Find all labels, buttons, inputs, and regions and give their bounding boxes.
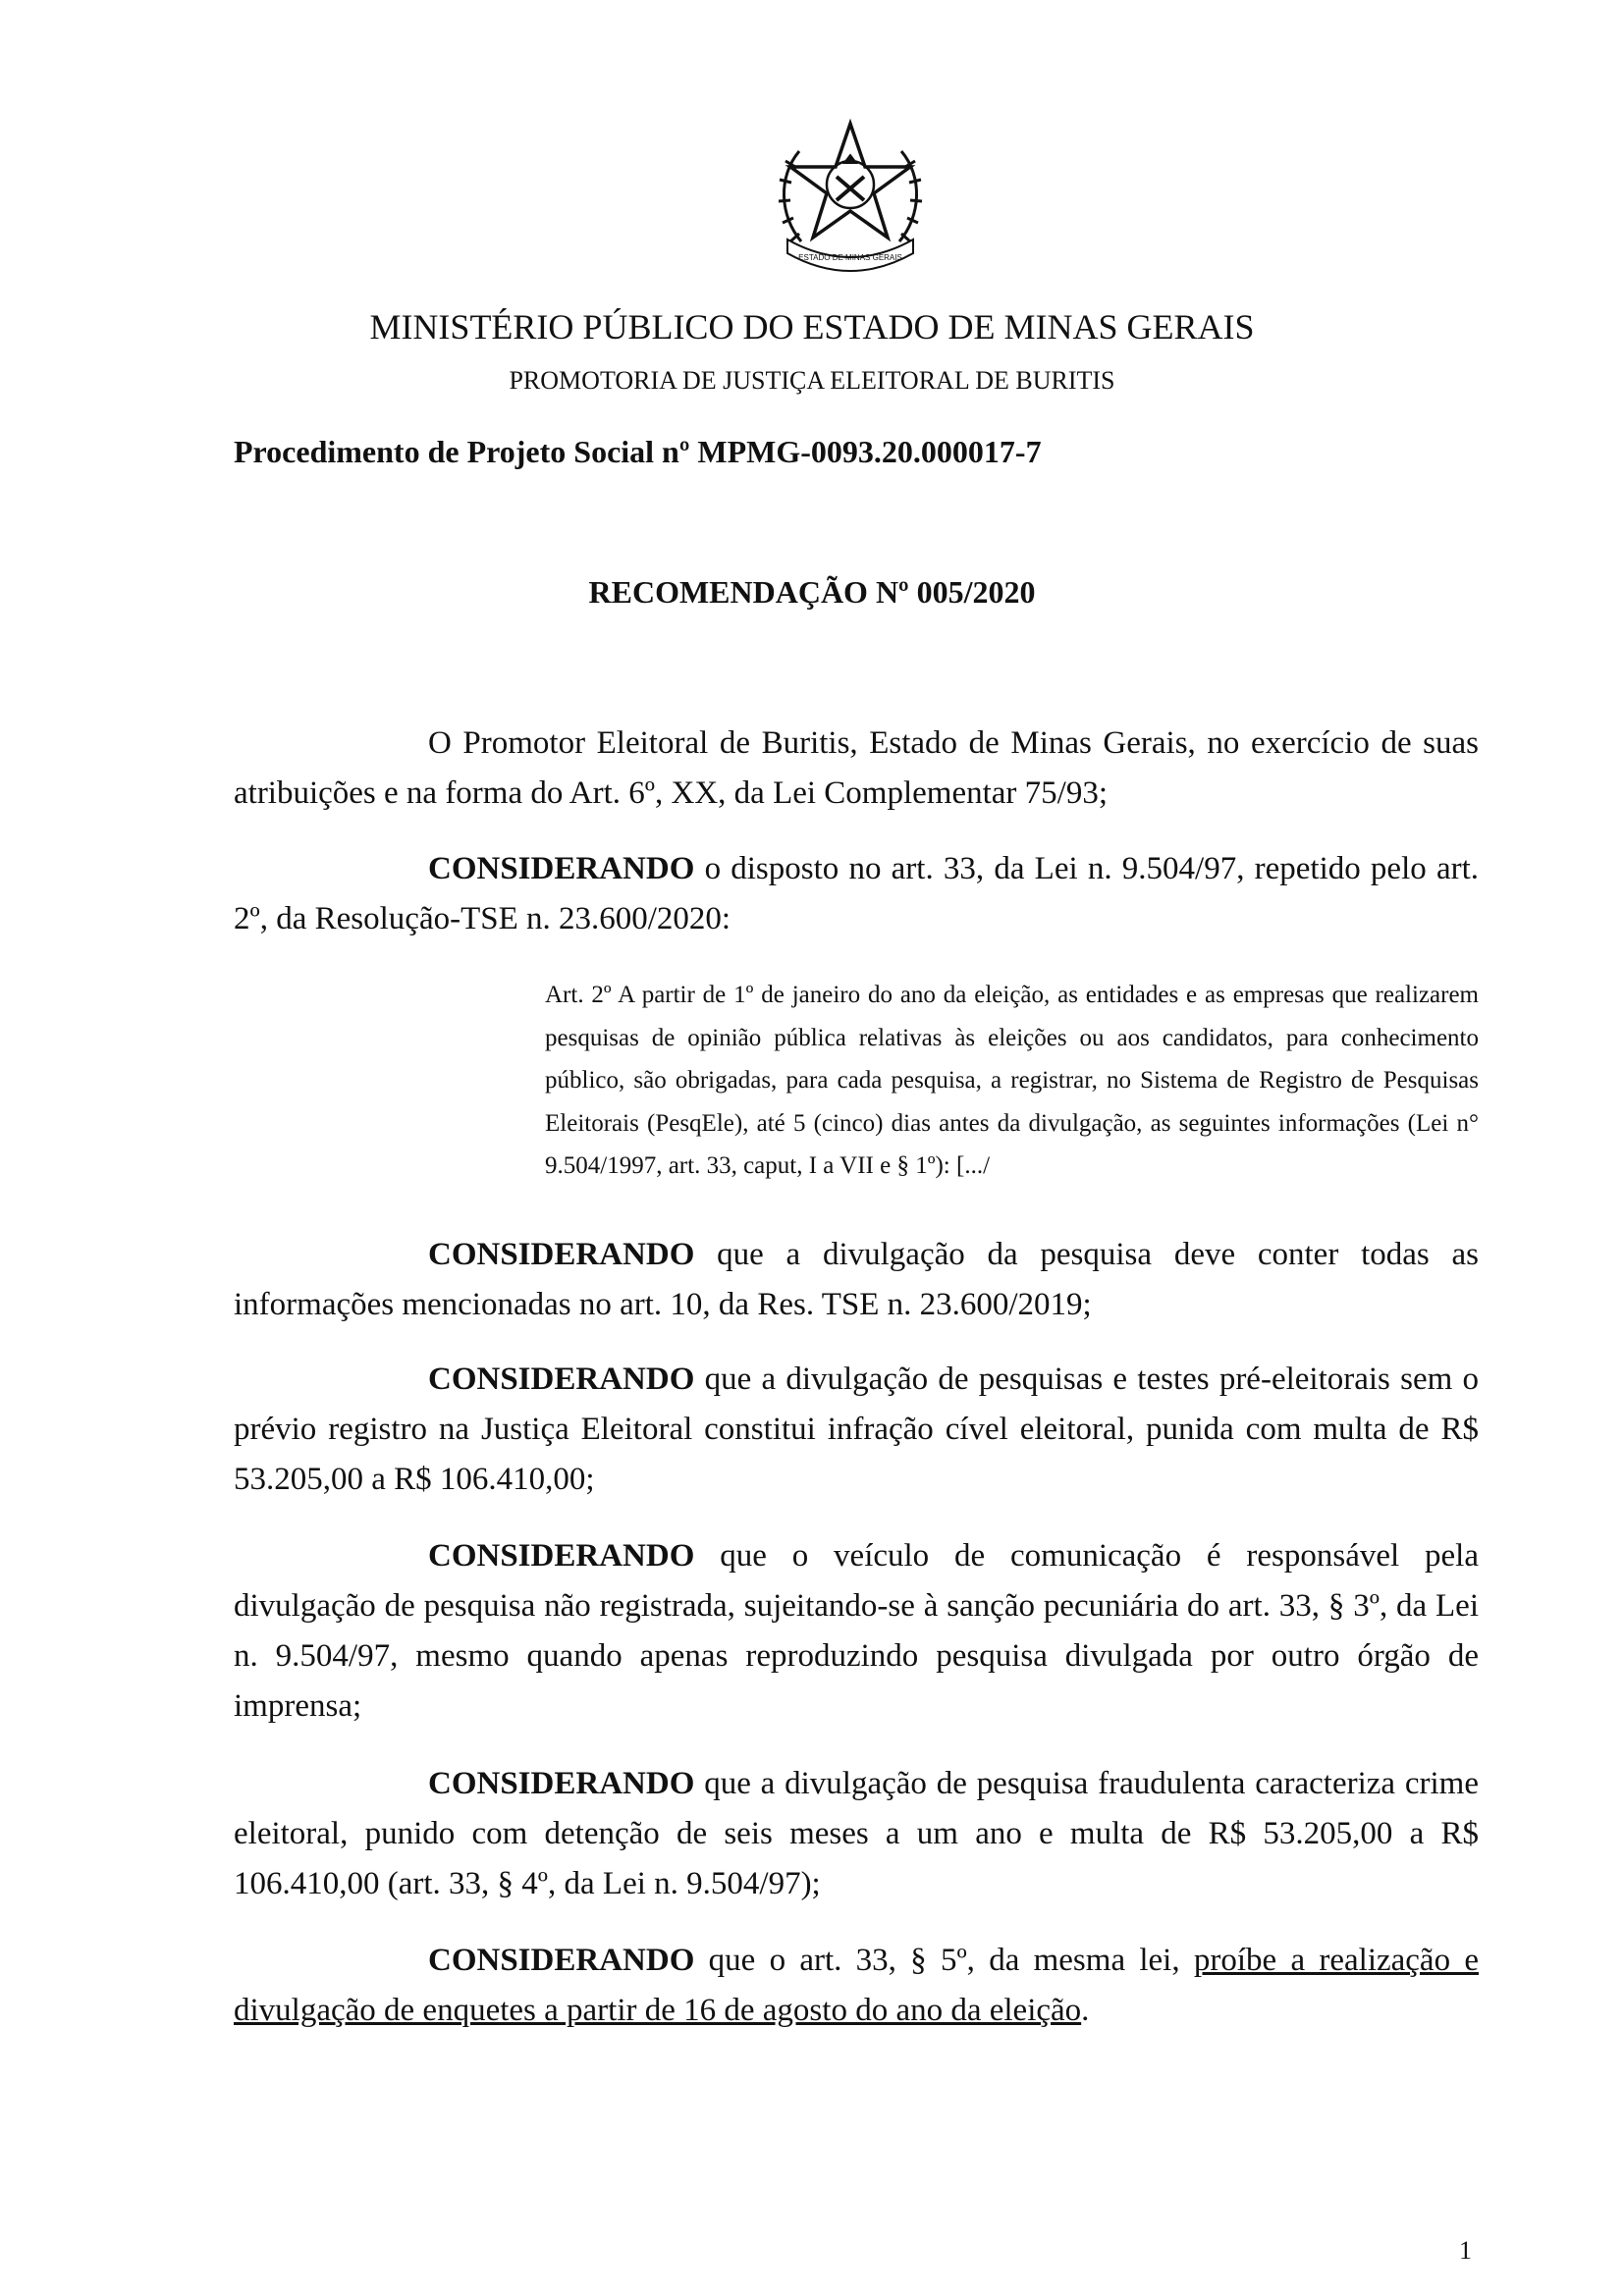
paragraph-text: que a divulgação de pesquisas e testes pré-eleitorais sem o prévio registro na Justiça Eleitoral constitui infração cível eleitoral, punida com multa de R$ 53.205,00 a R$ 106.410,00; [234,1362,1479,1497]
considerando-keyword: CONSIDERANDO [428,1943,695,1978]
considerando-keyword: CONSIDERANDO [428,851,695,886]
considerando-keyword: CONSIDERANDO [428,1362,695,1397]
underlined-prohibition-text: proíbe a realização e divulgação de enquetes a partir de 16 de agosto do ano da eleição [234,1943,1479,2028]
paragraph-text: que o veículo de comunicação é responsável pela divulgação de pesquisa não registrada, sujeitando-se à sanção pecuniária do art. 33, § 3º, da Lei n. 9.504/97, mesmo quando apenas reproduzindo pesquisa divulgada por outro órgão de imprensa; [234,1538,1479,1724]
considerando-paragraph-6 [234,1936,1479,2036]
considerando-paragraph-3 [234,1355,1479,1505]
promotoria-subheading: PROMOTORIA DE JUSTIÇA ELEITORAL DE BURITIS [509,366,1115,395]
paragraph-ending: . [1081,1993,1090,2028]
considerando-paragraph-5 [234,1759,1479,1909]
minas-gerais-coat-of-arms-seal [772,116,929,287]
legal-quote-art-2: Art. 2º A partir de 1º de janeiro do ano da eleição, as entidades e as empresas que realizarem pesquisas de opinião pública relativas às eleições ou aos candidatos, para conhecimento público, são obrigadas, para cada pesquisa, a registrar, no Sistema de Registro de Pesquisas Eleitorais (PesqEle), até 5 (cinco) dias antes da divulgação, as seguintes informações (Lei n° 9.504/1997, art. 33, caput, I a VII e § 1º): [.../ [545,982,1479,1179]
considerando-paragraph-1 [234,844,1479,944]
considerando-paragraph-2 [234,1230,1479,1330]
paragraph-text: que o art. 33, § 5º, da mesma lei, [694,1943,1194,1978]
considerando-paragraph-4 [234,1531,1479,1732]
procedure-reference: Procedimento de Projeto Social nº MPMG-0093.20.000017-7 [234,434,1042,469]
ministry-heading: MINISTÉRIO PÚBLICO DO ESTADO DE MINAS GERAIS [369,307,1255,347]
paragraph-text: que a divulgação de pesquisa fraudulenta caracteriza crime eleitoral, punido com detenção de seis meses a um ano e multa de R$ 53.205,00 a R$ 106.410,00 (art. 33, § 4º, da Lei n. 9.504/97); [234,1766,1479,1901]
page-number: 1 [1459,2236,1472,2265]
intro-paragraph: O Promotor Eleitoral de Buritis, Estado de Minas Gerais, no exercício de suas atribuições e na forma do Art. 6º, XX, da Lei Complementar 75/93; [234,725,1479,811]
considerando-keyword: CONSIDERANDO [428,1538,695,1574]
recommendation-title: RECOMENDAÇÃO Nº 005/2020 [588,574,1036,610]
paragraph-text: que a divulgação da pesquisa deve conter todas as informações mencionadas no art. 10, da Res. TSE n. 23.600/2019; [234,1237,1479,1322]
seal-inscription: ESTADO DE MINAS GERAIS [798,253,902,262]
considerando-keyword: CONSIDERANDO [428,1766,695,1801]
paragraph-text: o disposto no art. 33, da Lei n. 9.504/97, repetido pelo art. 2º, da Resolução-TSE n. 23.600/2020: [234,851,1479,936]
considerando-keyword: CONSIDERANDO [428,1237,695,1272]
